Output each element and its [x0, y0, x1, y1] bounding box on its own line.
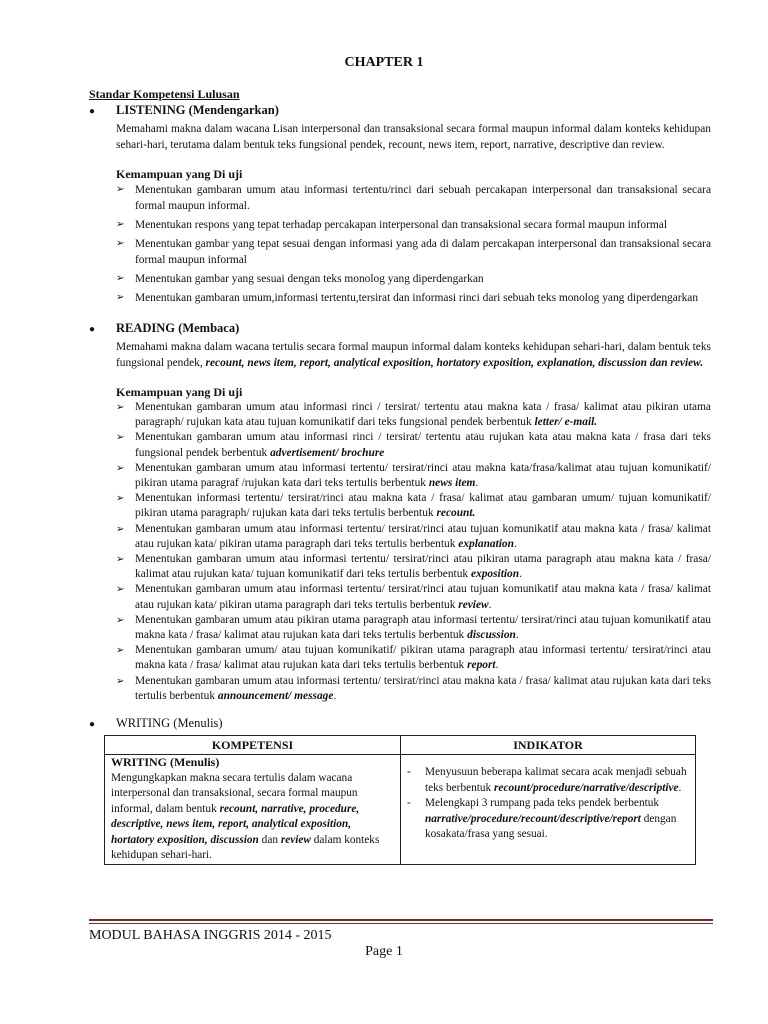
writing-title: WRITING (Menulis) — [116, 716, 223, 731]
arrow-icon: ➢ — [116, 554, 125, 566]
indikator-item: - Menyusuun beberapa kalimat secara acak menjadi sebuah teks berbentuk recount/procedure/narrative/descriptive. — [407, 766, 687, 794]
list-item: ➢ Menentukan informasi tertentu/ tersirat/rinci atau makna kata / frasa/ kalimat atau gambaran umum/ tujuan komunikatif/ pikiran utama paragraph/ rujukan kata dari teks tertulis berbentuk recount. — [116, 492, 711, 520]
column-header-indikator: INDIKATOR — [401, 736, 696, 755]
table-header-row — [105, 736, 696, 755]
list-item: ➢ Menentukan gambaran umum atau informasi tertentu/ tersirat/rinci atau makna kata / frasa/ kalimat atau rujukan kata dari teks tertulis berbentuk announcement/ message. — [116, 674, 711, 702]
arrow-icon: ➢ — [116, 292, 125, 303]
list-item: ➢ Menentukan gambaran umum/ atau tujuan komunikatif/ pikiran utama paragraph atau informasi tertentu/ tersirat/rinci atau makna kata / frasa/ kalimat atau rujukan kata dari teks tertulis berbentuk report. — [116, 644, 711, 672]
arrow-icon: ➢ — [116, 645, 125, 657]
arrow-icon: ➢ — [116, 675, 125, 687]
list-item: ➢ Menentukan gambaran umum,informasi tertentu,tersirat dan informasi rinci dari sebuah teks monolog yang diperdengarkan — [116, 292, 699, 304]
reading-title: READING (Membaca) — [116, 321, 240, 335]
arrow-icon: ➢ — [116, 184, 125, 195]
list-item: ➢ Menentukan gambaran umum atau informasi rinci / tersirat/ tertentu atau rujukan kata atau makna kata / frasa dari teks fungsional pendek berbentuk advertisement/ brochure — [116, 431, 711, 459]
reading-description: Memahami makna dalam wacana tertulis secara formal maupun informal dalam konteks kehidupan sehari-hari, dalam bentuk teks fungsional pendek, recount, news item, report, analytical exposition, hortatory exposition, explanation, discussion dan review. — [116, 341, 711, 369]
arrow-icon: ➢ — [116, 523, 125, 535]
listening-section-header — [89, 102, 711, 120]
list-item: ➢ Menentukan gambaran umum atau informasi rinci / tersirat/ tertentu atau makna kata / frasa/ kalimat atau pikiran utama paragraph/ rujukan kata atau tujuan komunikatif dari teks fungsional pendek berbentuk letter/ e-mail. — [116, 401, 711, 429]
content-body — [89, 86, 711, 865]
arrow-icon: ➢ — [116, 614, 125, 626]
footer-divider — [89, 919, 713, 921]
footer-title: MODUL BAHASA INGGRIS 2014 - 2015 — [89, 928, 332, 943]
reading-list — [116, 400, 711, 704]
arrow-icon: ➢ — [116, 493, 125, 505]
list-item: ➢ Menentukan gambaran umum atau informasi tertentu/rinci dari sebuah percakapan interpersonal dan transaksional secara formal maupun informal. — [116, 184, 711, 212]
listening-list — [116, 182, 711, 306]
arrow-icon: ➢ — [116, 273, 125, 284]
arrow-icon: ➢ — [116, 432, 125, 444]
bullet-icon: ● — [89, 106, 96, 117]
footer-divider-thin — [89, 923, 713, 924]
list-item: ➢ Menentukan gambaran umum atau pikiran utama paragraph atau informasi tertentu/ tersirat/rinci atau tujuan komunikatif atau makna kata / frasa/ kalimat atau rujukan kata dari teks tertulis berbentuk discussion. — [116, 613, 711, 642]
arrow-icon: ➢ — [116, 584, 125, 596]
chapter-title: CHAPTER 1 — [344, 55, 424, 70]
listening-description: Memahami makna dalam wacana Lisan interpersonal dan transaksional secara formal maupun informal dalam konteks kehidupan sehari-hari, terutama dalam bentuk teks fungsional pendek, recount, news item, report, narrative, descriptive dan review. — [116, 123, 711, 151]
writing-section-header — [89, 715, 711, 733]
list-item: ➢ Menentukan gambaran umum atau informasi tertentu/ tersirat/rinci atau tujuan komunikatif atau makna kata / frasa/ kalimat atau rujukan kata/ pikiran utama paragraph dari teks tertulis berbentuk review. — [116, 583, 711, 611]
arrow-icon: ➢ — [116, 238, 125, 249]
arrow-icon: ➢ — [116, 219, 125, 230]
column-header-kompetensi: KOMPETENSI — [105, 736, 401, 755]
page-number: Page 1 — [365, 944, 403, 959]
table-row — [105, 755, 696, 865]
skl-heading: Standar Kompetensi Lulusan — [89, 87, 240, 101]
list-item: ➢ Menentukan gambaran umum atau informasi tertentu/ tersirat/rinci atau pikiran utama paragraph atau makna kata / frasa/ kalimat atau rujukan kata/ tujuan komunikatif dari teks tertulis berbentuk exposition. — [116, 553, 711, 581]
list-item: ➢ Menentukan respons yang tepat terhadap percakapan interpersonal dan transaksional secara formal maupun informal — [116, 219, 667, 231]
bullet-icon: ● — [89, 719, 96, 731]
arrow-icon: ➢ — [116, 402, 125, 413]
bullet-icon: ● — [89, 324, 96, 335]
list-item: ➢ Menentukan gambar yang tepat sesuai dengan informasi yang ada di dalam percakapan interpersonal dan transaksional secara formal maupun informal — [116, 238, 711, 266]
list-item: ➢ Menentukan gambaran umum atau informasi tertentu/ tersirat/rinci atau makna kata/frasa/kalimat atau tujuan komunikatif/ pikiran utama paragraf /rujukan kata dari teks tertulis berbentuk news item. — [116, 461, 711, 490]
reading-body — [116, 339, 711, 704]
indikator-item: - Melengkapi 3 rumpang pada teks pendek berbentuk narrative/procedure/recount/descriptive/report dengan kosakata/frasa yang sesuai. — [407, 797, 677, 841]
writing-table — [104, 735, 696, 865]
listening-body — [116, 121, 711, 306]
list-item: ➢ Menentukan gambaran umum atau informasi tertentu/ tersirat/rinci atau tujuan komunikatif atau makna kata / frasa/ kalimat atau rujukan kata/ pikiran utama paragraph dari teks tertulis berbentuk explanation. — [116, 522, 711, 550]
reading-kemampuan-title: Kemampuan yang Di uji — [116, 385, 243, 399]
listening-title: LISTENING (Mendengarkan) — [116, 103, 279, 117]
arrow-icon: ➢ — [116, 462, 125, 474]
reading-section-header — [89, 320, 711, 338]
list-item: ➢ Menentukan gambar yang sesuai dengan teks monolog yang diperdengarkan — [116, 273, 484, 285]
indikator-cell — [401, 755, 696, 865]
kompetensi-cell: WRITING (Menulis) Mengungkapkan makna secara tertulis dalam wacana interpersonal dan transaksional, secara formal maupun informal, dalam bentuk recount, narrative, procedure, descriptive, news item, report, analytical exposition, hortatory exposition, discussion dan review dalam konteks kehidupan sehari-hari. — [105, 755, 401, 865]
listening-kemampuan-title: Kemampuan yang Di uji — [116, 167, 243, 181]
